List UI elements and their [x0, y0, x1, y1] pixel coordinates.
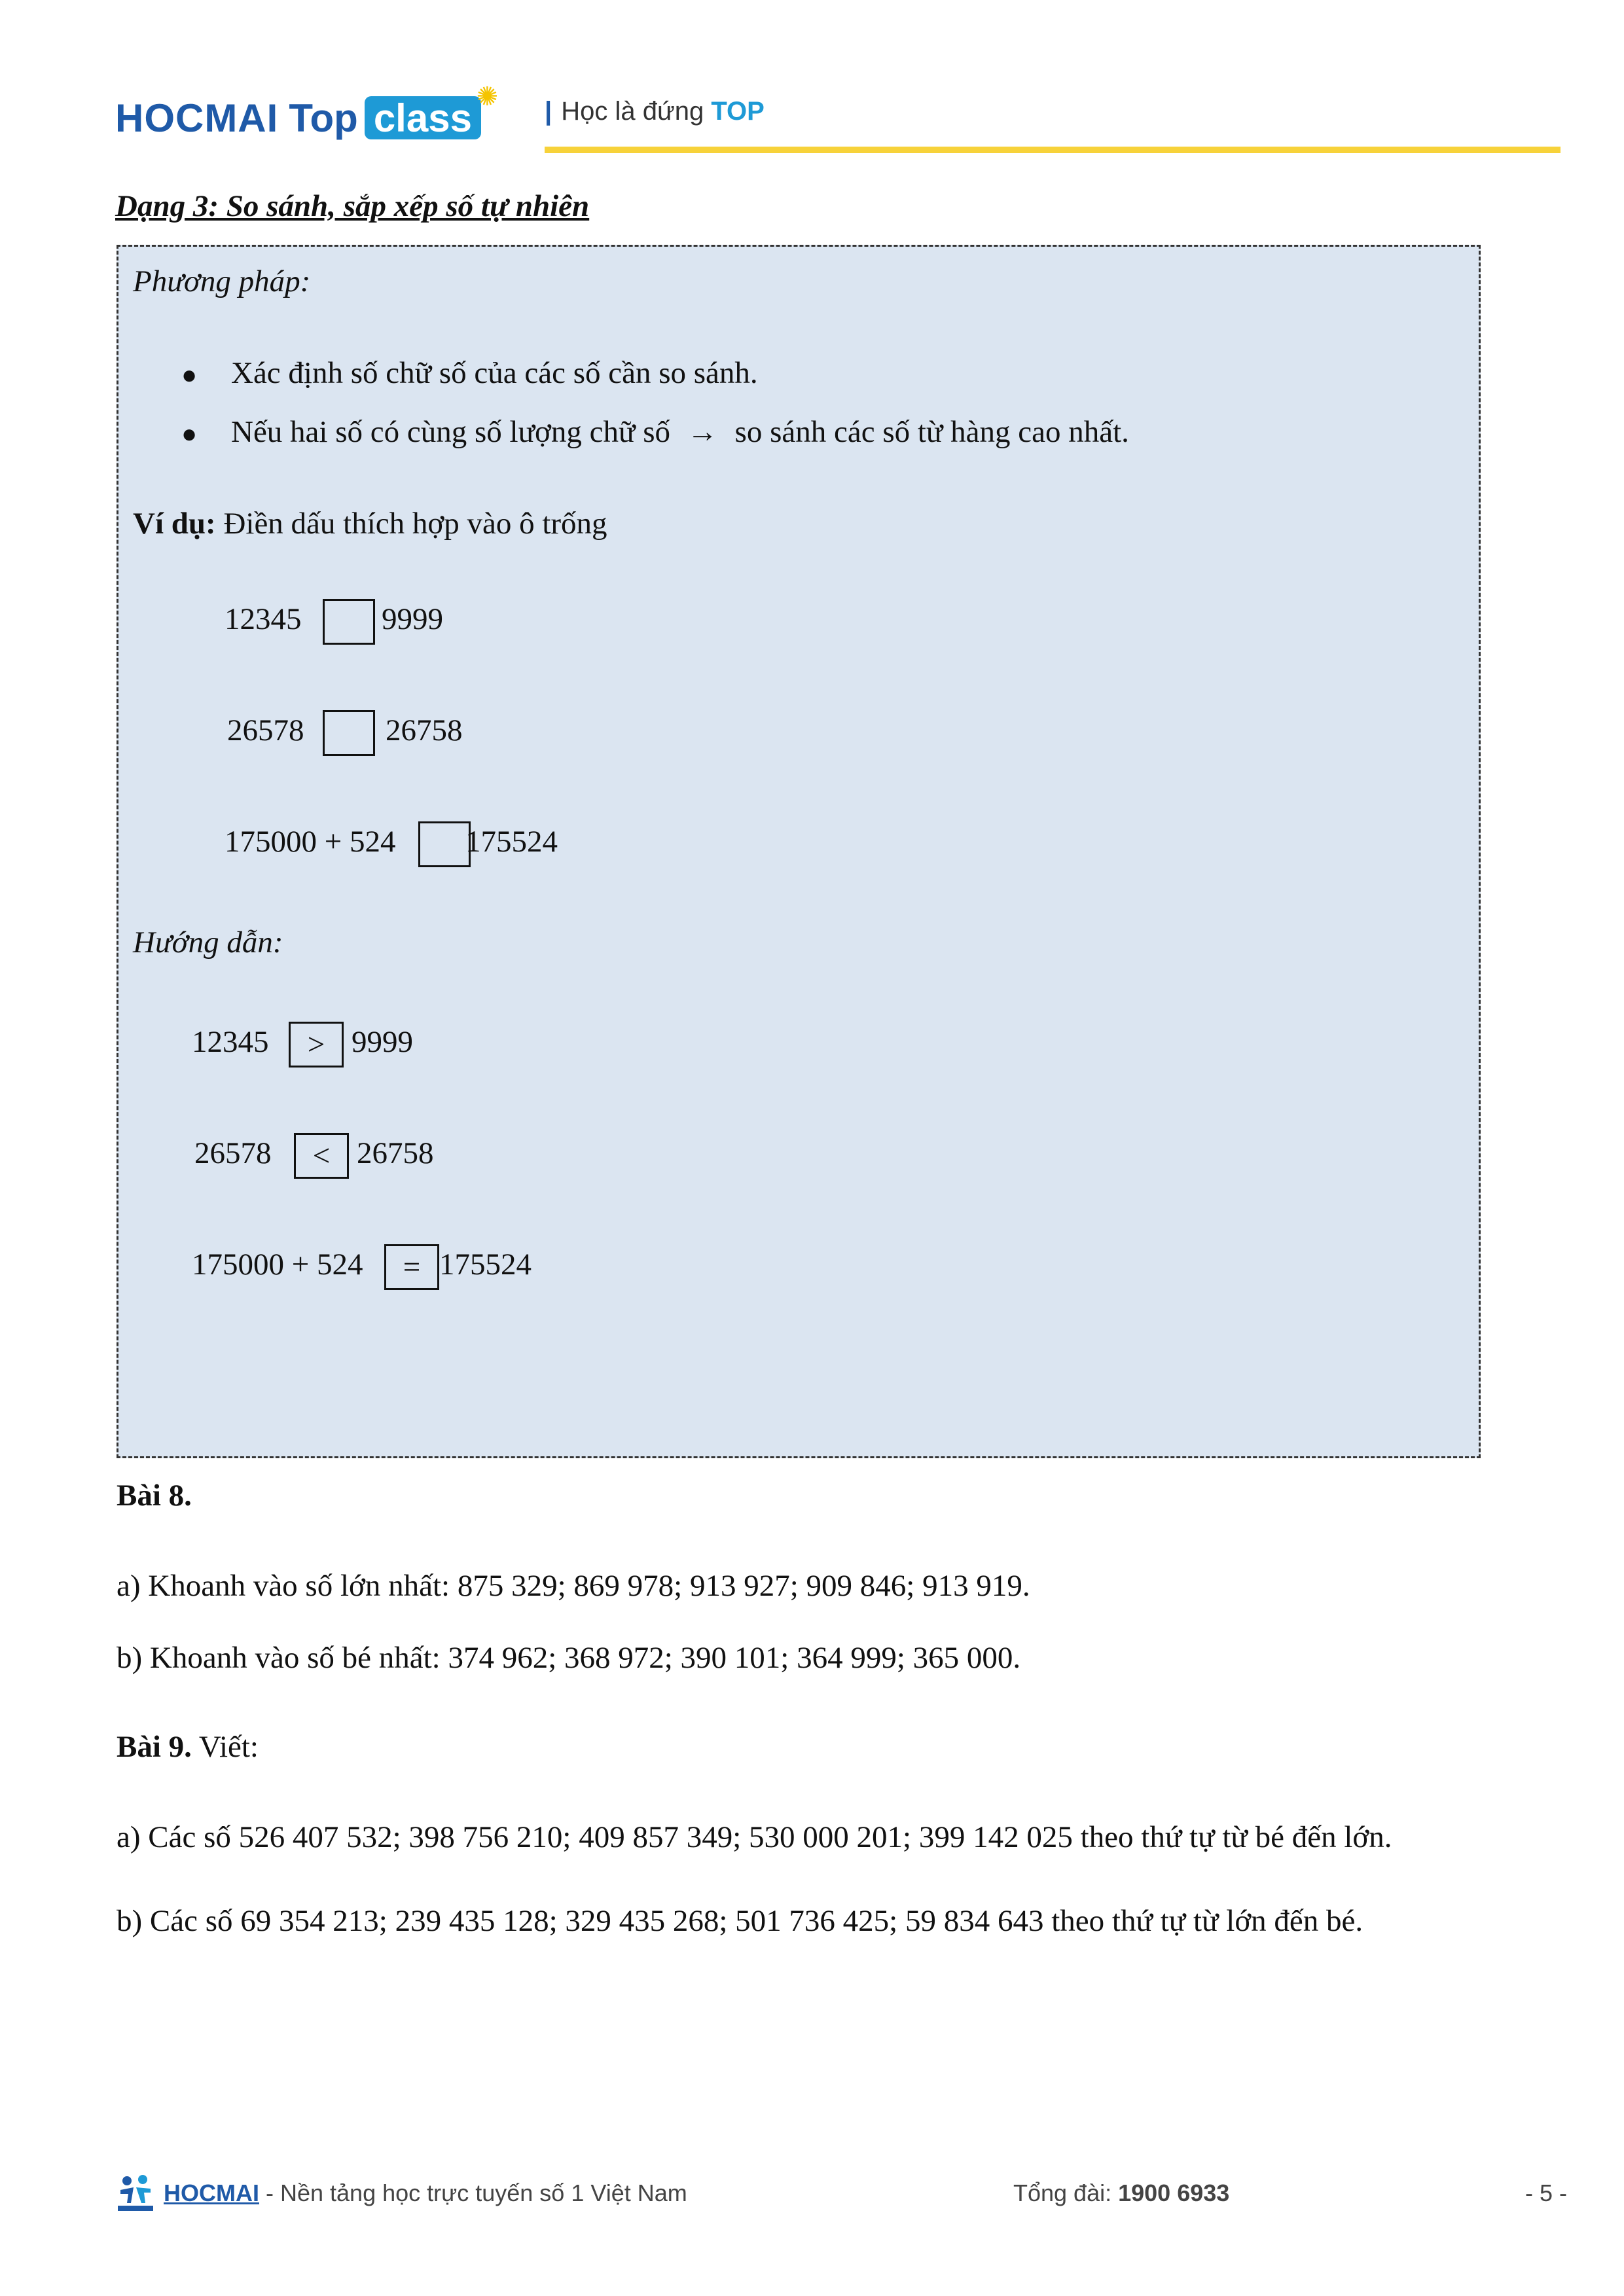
answer-2-sign: < — [312, 1139, 331, 1173]
example-3-right: 175524 — [465, 825, 558, 859]
example-1-left: 12345 — [225, 602, 302, 636]
bai8-a: a) Khoanh vào số lớn nhất: 875 329; 869 978; 913 927; 909 846; 913 919. — [117, 1569, 1030, 1603]
answer-1-sign-box — [289, 1022, 344, 1067]
tagline-separator: | — [545, 97, 552, 126]
logo-class-badge — [365, 82, 498, 140]
tagline-text: Học là đứng — [561, 97, 712, 126]
bullet-dot: ● — [181, 419, 198, 448]
section-title: Dạng 3: So sánh, sắp xếp số tự nhiên — [115, 189, 590, 223]
example-2-answer-box[interactable] — [323, 710, 375, 756]
bai9-title-rest: Viết: — [191, 1730, 259, 1764]
example-label: Ví dụ: — [133, 507, 216, 541]
gear-star-icon: ✺ — [476, 82, 498, 111]
bai9-a: a) Các số 526 407 532; 398 756 210; 409 857 349; 530 000 201; 399 142 025 theo thứ tự từ bé đến lớn. — [117, 1820, 1392, 1854]
hocmai-topclass-logo — [115, 82, 498, 144]
footer-brand-link[interactable]: HOCMAI — [164, 2179, 259, 2206]
answer-2-sign-box — [294, 1133, 349, 1179]
bai8-title: Bài 8. — [117, 1479, 192, 1513]
method-bullet-2-part-2: so sánh các số từ hàng cao nhất. — [734, 415, 1129, 449]
bai9-title: Bài 9. — [117, 1730, 192, 1764]
bullet-dot: ● — [181, 360, 198, 389]
example-line — [133, 506, 607, 541]
logo-class-text: class — [373, 96, 472, 140]
example-1-right: 9999 — [382, 602, 443, 636]
method-bullet-2 — [231, 414, 1129, 450]
header-tagline — [545, 97, 765, 126]
right-arrow-icon: → — [687, 415, 718, 449]
page-number: - 5 - — [1525, 2179, 1568, 2206]
example-text: Điền dấu thích hợp vào ô trống — [215, 507, 607, 541]
answer-1-left: 12345 — [192, 1025, 269, 1059]
footer-hotline-label: Tổng đài: — [1013, 2179, 1119, 2206]
hocmai-people-icon — [115, 2174, 156, 2212]
guide-heading: Hướng dẫn: — [133, 925, 283, 960]
method-bullet-2-part-1: Nếu hai số có cùng số lượng chữ số — [231, 415, 671, 449]
footer-hotline — [1013, 2179, 1229, 2207]
footer-slogan: - Nền tảng học trực tuyến số 1 Việt Nam — [259, 2179, 687, 2206]
example-3-answer-box[interactable] — [418, 821, 471, 867]
footer-hotline-number: 1900 6933 — [1118, 2179, 1230, 2206]
bai9-b: b) Các số 69 354 213; 239 435 128; 329 435 268; 501 736 425; 59 834 643 theo thứ tự từ lớn đến bé. — [117, 1904, 1363, 1938]
answer-3-left: 175000 + 524 — [192, 1247, 363, 1282]
answer-3-right: 175524 — [439, 1247, 532, 1282]
example-1-answer-box[interactable] — [323, 599, 375, 645]
example-2-right: 26758 — [386, 713, 463, 747]
answer-1-right: 9999 — [352, 1025, 413, 1059]
answer-2-right: 26758 — [357, 1136, 434, 1170]
example-3-left: 175000 + 524 — [225, 825, 396, 859]
answer-1-sign: > — [307, 1028, 325, 1062]
answer-3-sign: = — [403, 1250, 421, 1284]
method-bullet-1: Xác định số chữ số của các số cần so sánh. — [231, 356, 758, 390]
bai9-heading — [117, 1729, 259, 1765]
tagline-top: TOP — [711, 97, 765, 126]
answer-3-sign-box — [384, 1244, 439, 1290]
logo-top-text: Top — [289, 96, 358, 140]
header-divider — [545, 147, 1561, 153]
method-heading: Phương pháp: — [133, 264, 311, 298]
answer-2-left: 26578 — [194, 1136, 272, 1170]
example-2-left: 26578 — [227, 713, 304, 747]
logo-hocmai-text: HOCMAI — [115, 96, 279, 140]
bai8-b: b) Khoanh vào số bé nhất: 374 962; 368 972; 390 101; 364 999; 365 000. — [117, 1641, 1021, 1675]
footer-left — [164, 2179, 687, 2207]
method-box — [117, 245, 1481, 1458]
